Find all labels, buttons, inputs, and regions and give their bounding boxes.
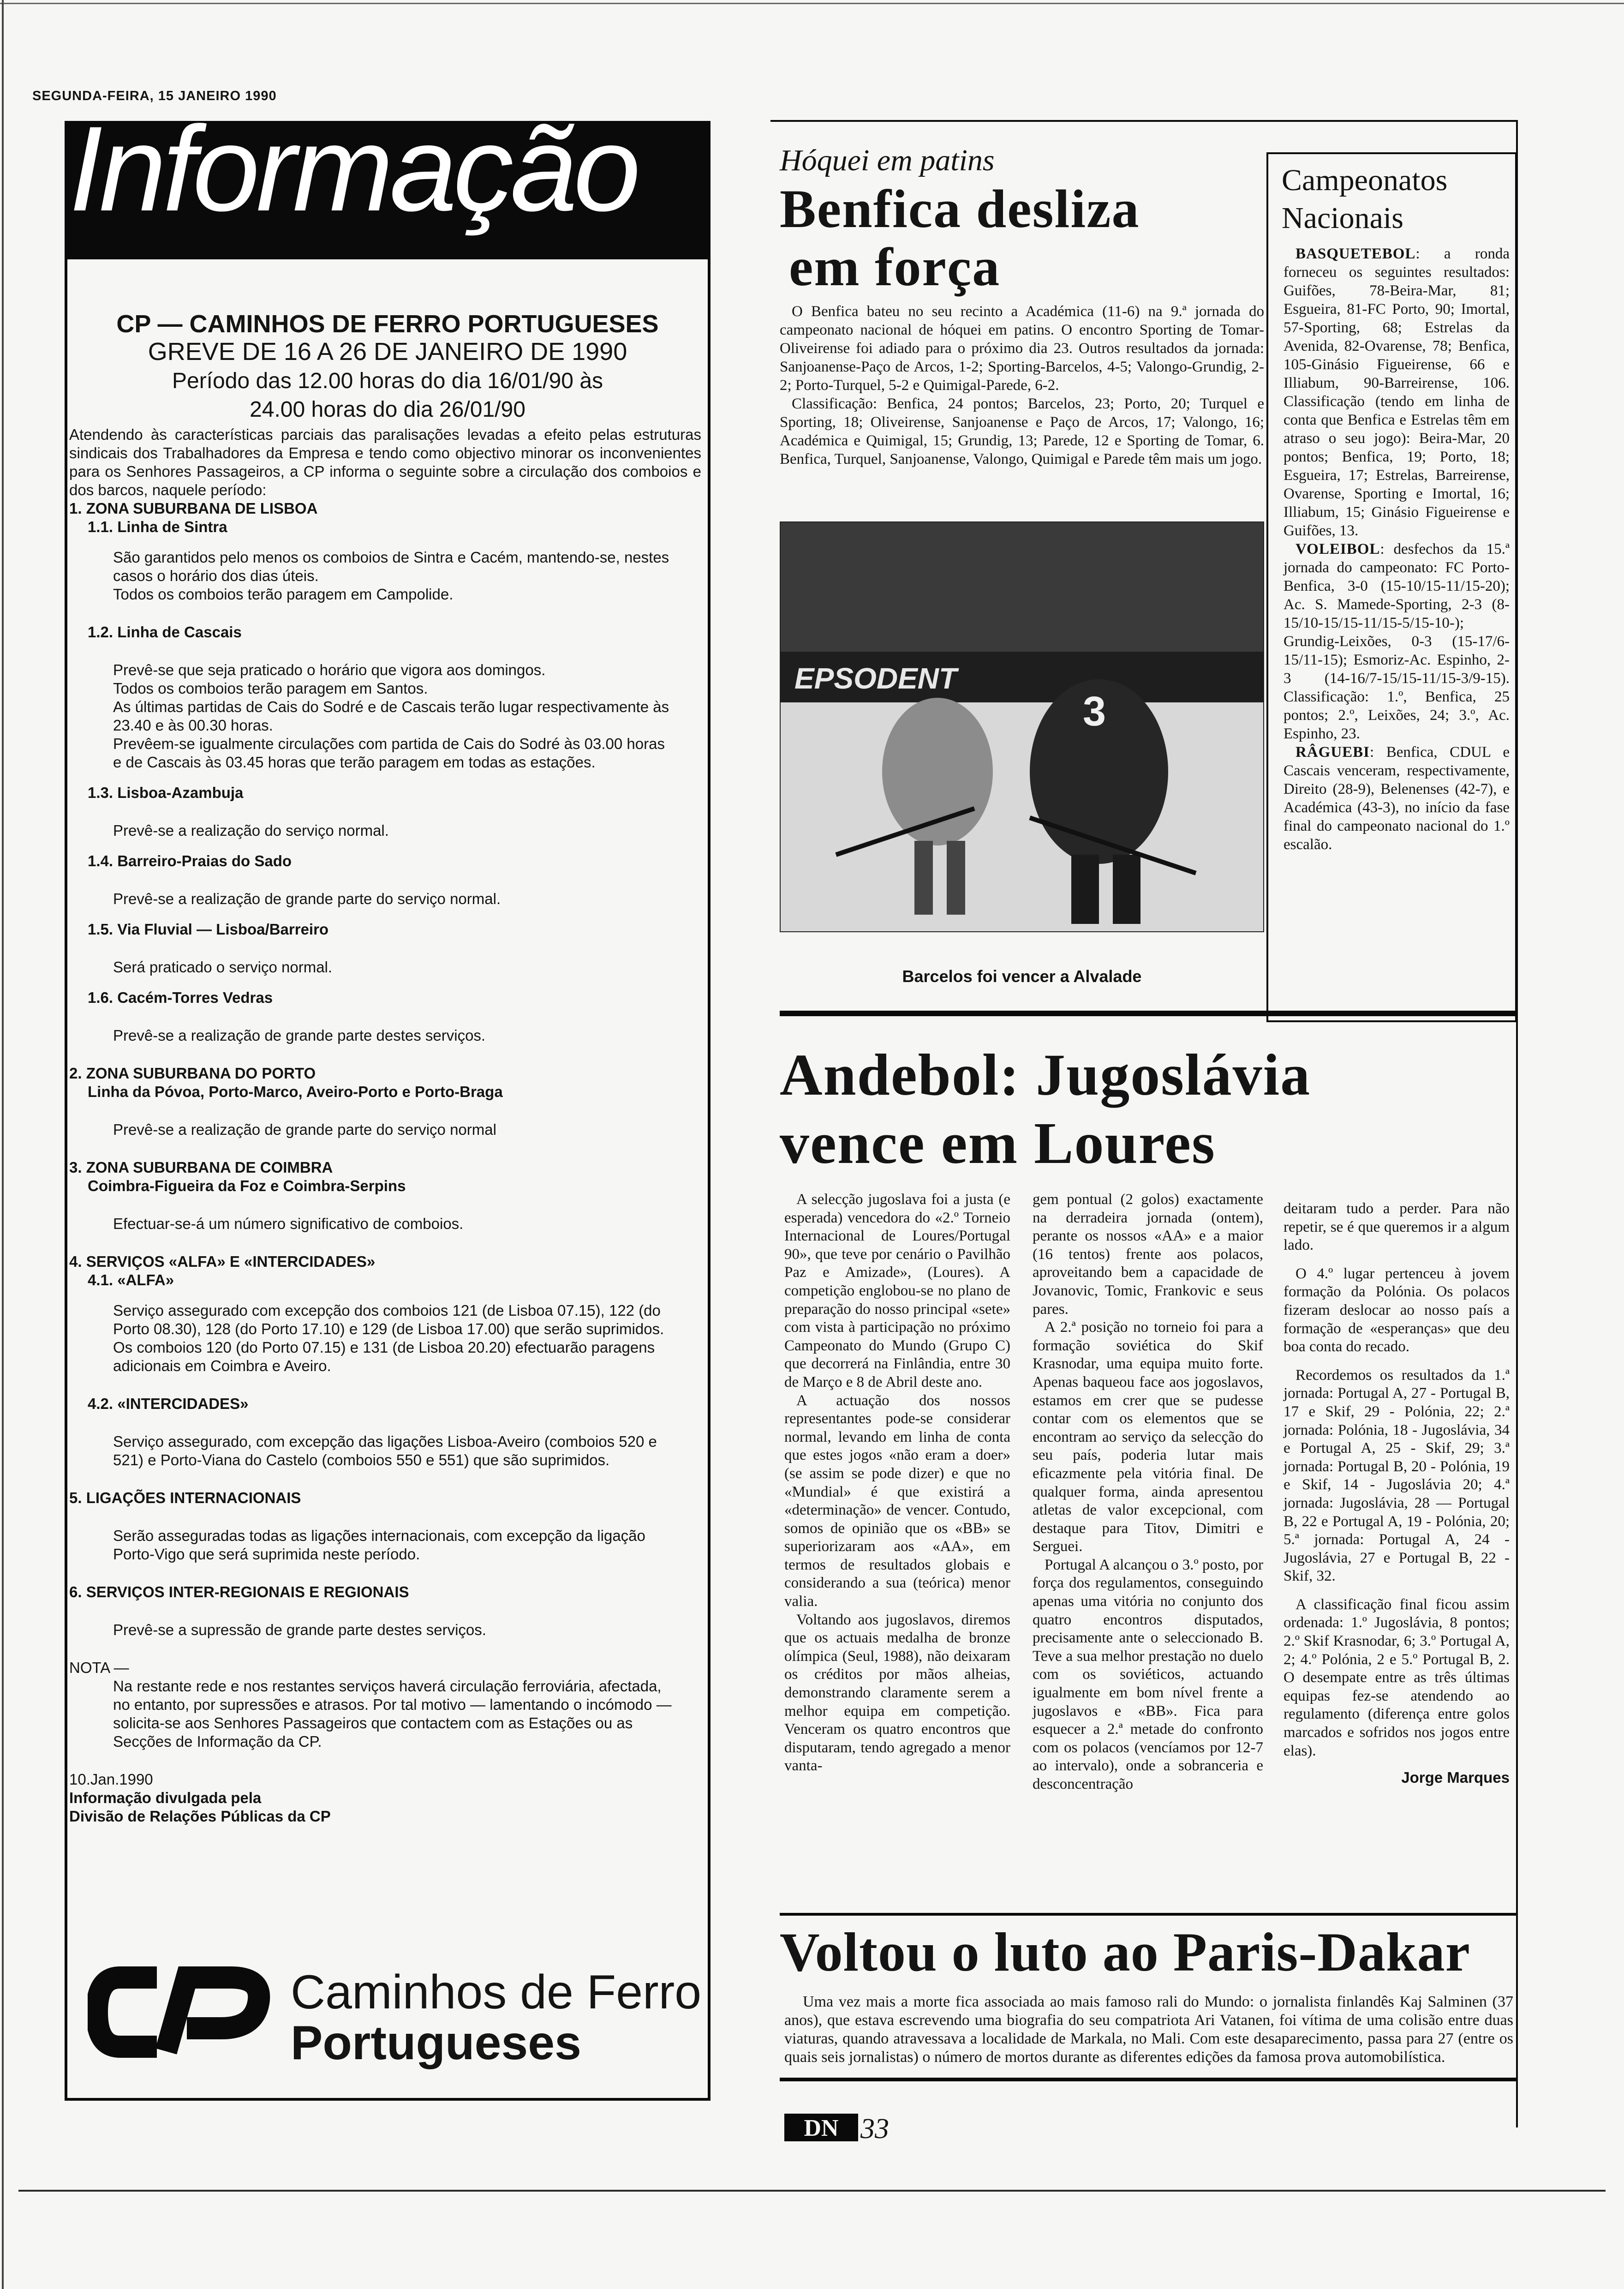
subsection-heading: 1.1. Linha de Sintra — [88, 518, 227, 535]
andebol-paragraph: Portugal A alcançou o 3.º posto, por força dos regulamentos, conseguindo apenas uma vitória no conjunto dos quatro encontros disputados, precisamente ante o seleccionado B. Teve a sua melhor prestação no duelo com os soviéticos, actuando igualmente em bom nível frente a jugoslavos e «BB». Fica para esquecer a 2.ª metade do confronto com os polacos (vencíamos por 12-7 ao intervalo), onde a sobranceria e desconcentração — [1033, 1556, 1264, 1792]
basquetebol-text: : a ronda forneceu os seguintes resultados: Guifões, 78-Beira-Mar, 81; Esgueira, 81-FC Porto, 90; Imortal, 57-Sporting, 68; Estrelas da Avenida, 82-Ovarense, 78; Benfica, 105-Ginásio Figueirense, 66 e Illiabum, 90-Barreirense, 106. Classificação (tendo em linha de conta que Benfica e Estrelas têm em atraso o seu jogo): Beira-Mar, 20 pontos; Benfica, 19; Porto, 18; Esgueira, 17; Estrelas, Barreirense, Ovarense, Sporting e Imortal, 16; Illiabum, 15; Ginásio Figueirense e Guifões, 13. — [1284, 246, 1510, 539]
section-paragraph: Prevê-se a realização de grande parte do serviço normal — [113, 1121, 496, 1138]
subsection-heading: Linha da Póvoa, Porto-Marco, Aveiro-Porto e Porto-Braga — [88, 1083, 503, 1100]
section-paragraph: Prevê-se a realização de grande parte do serviço normal. — [113, 890, 501, 907]
hoquei-article — [780, 302, 1264, 468]
nota-label: NOTA — — [69, 1659, 129, 1676]
page-bottom-line — [18, 2190, 1606, 2192]
notice-source-line1: Informação divulgada pela — [69, 1789, 262, 1806]
raguebi-label: RÂGUEBI — [1296, 744, 1370, 761]
dakar-headline: Voltou o luto ao Paris-Dakar — [780, 1921, 1470, 1983]
dn-logo-text: DN — [804, 2115, 839, 2141]
basquetebol-label: BASQUETEBOL — [1296, 246, 1416, 262]
andebol-headline-line2: vence em Loures — [780, 1110, 1216, 1176]
dakar-bottom-rule — [780, 2078, 1518, 2081]
subsection-heading: 4.1. «ALFA» — [88, 1271, 174, 1288]
andebol-paragraph: A classificação final ficou assim ordenada: 1.º Jugoslávia, 8 pontos; 2.º Skif Krasnodar, 6; 3.º Portugal A, 2; 4.º Polónia, 2 e 5.º Portugal B, 2. O desempate entre as três últimas equipas fez-se atendendo ao regulamento (diferença entre golos marcados e sofridos nos jogos entre elas). — [1284, 1596, 1510, 1759]
section-paragraph: Todos os comboios terão paragem em Campolide. — [113, 586, 454, 603]
hoquei-paragraph: Classificação: Benfica, 24 pontos; Barcelos, 23; Porto, 20; Turquel e Sporting, 18; Oliveirense, Sanjoanense e Paço de Arcos, 17; Valongo, 16; Académica e Quimigal, 15; Grundig, 13; Parede, 12 e Sporting de Tomar, 6. Benfica, Turquel, Sanjoanense, Valongo, Quimigal e Parede têm mais um jogo. — [780, 395, 1264, 467]
section-paragraph: As últimas partidas de Cais do Sodré e de Cascais terão lugar respectivamente às 23.40 e às 00.30 horas. — [113, 698, 669, 734]
section-heading: 2. ZONA SUBURBANA DO PORTO — [69, 1065, 316, 1082]
photo-jersey-number: 3 — [1083, 689, 1106, 735]
hoquei-headline-line2: em força — [789, 237, 1001, 297]
raguebi-text: : Benfica, CDUL e Cascais venceram, respectivamente, Direito (28-9), Belenenses (42-7), e Académica (43-3), no início da fase final do campeonato nacional do 1.º escalão. — [1284, 744, 1510, 853]
subsection-heading: 4.2. «INTERCIDADES» — [88, 1395, 249, 1412]
photo-caption: Barcelos foi vencer a Alvalade — [902, 967, 1142, 986]
cp-notice-body — [69, 425, 701, 1826]
info-header-title: Informação — [69, 101, 637, 236]
section-paragraph: Todos os comboios terão paragem em Santos. — [113, 680, 428, 697]
andebol-headline-line1: Andebol: Jugoslávia — [780, 1042, 1311, 1108]
dateline: SEGUNDA-FEIRA, 15 JANEIRO 1990 — [32, 89, 277, 103]
nota-paragraph: Na restante rede e nos restantes serviços haverá circulação ferroviária, afectada, no entanto, por supressões e atrasos. Por tal motivo — lamentando o incómodo — solicita-se aos Senhores Passageiros que contactem com as Estações ou as Secções de Informação da CP. — [113, 1678, 672, 1750]
andebol-paragraph: A selecção jugoslava foi a justa (e esperada) vencedora do «2.º Torneio Internacional de Loures/Portugal 90», que teve por cenário o Pavilhão Paz e Amizade», (Loures). A competição englobou-se no plano de preparação do nosso principal «sete» com vista à participação no próximo Campeonato do Mundo (Grupo C) que decorrerá na Finlândia, entre 30 de Março e 8 de Abril deste ano. — [784, 1191, 1010, 1390]
andebol-paragraph: gem pontual (2 golos) exactamente na derradeira jornada (ontem), perante os nossos «AA» e a maior (16 tentos) frente aos polacos, aproveitando bem a capacidade de Jovanovic, Tomic, Frankovic e seus pares. — [1033, 1191, 1263, 1318]
page-number: 33 — [860, 2113, 889, 2145]
dakar-article — [784, 1993, 1513, 2067]
cp-intro: Atendendo às características parciais das paralisações levadas a efeito pelas estruturas sindicais dos Trabalhadores da Empresa e tendo como objectivo minorar os inconvenientes para os Senhores Passageiros, a CP informa o seguinte sobre a circulação dos comboios e dos barcos, naquele período: — [69, 426, 701, 498]
subsection-heading: 1.3. Lisboa-Azambuja — [88, 784, 244, 801]
photo-ad-text: EPSODENT — [794, 662, 957, 695]
section-paragraph: Prevê-se a realização do serviço normal. — [113, 822, 389, 839]
section-paragraph: Serviço assegurado com excepção dos comboios 121 (de Lisboa 07.15), 122 (do Porto 08.30), 128 (do Porto 17.10) e 129 (de Lisboa 17.00) que serão suprimidos. — [113, 1302, 664, 1337]
andebol-headline — [780, 1041, 1311, 1177]
cp-logo-line1: Caminhos de Ferro — [291, 1965, 702, 2019]
cp-logo-line2: Portugueses — [291, 2016, 581, 2070]
andebol-paragraph: A 2.ª posição no torneio foi para a formação soviética do Skif Krasnodar, uma equipa muito forte. Apenas baqueou face aos jogoslavos, estamos em crer que se pudesse contar com os elementos que se encontram ao serviço da selecção do seu país, poderia lutar mais eficazmente pela vitória final. De qualquer forma, ainda apresentou atletas de valor excepcional, com destaque para Titov, Dimitri e Serguei. — [1033, 1319, 1263, 1555]
hoquei-kicker: Hóquei em patins — [780, 144, 995, 177]
section-heading: 4. SERVIÇOS «ALFA» E «INTERCIDADES» — [69, 1253, 376, 1270]
hockey-photo — [780, 521, 1264, 932]
raguebi-paragraph — [1284, 743, 1510, 854]
voleibol-text: : desfechos da 15.ª jornada do campeonato: FC Porto-Benfica, 3-0 (15-10/15-11/15-20); Ac. S. Mamede-Sporting, 2-3 (8-15/10-15/15-11/15-5/15-10-); Grundig-Leixões, 0-3 (15-17/6-15/11-15); Esmoriz-Ac. Espinho, 2-3 (14-16/7-15/15-11/15-3/9-15). Classificação: 1.º, Benfica, 25 pontos; 2.º, Leixões, 24; 3.º, Ac. Espinho, 23. — [1284, 541, 1510, 742]
cp-title: CP — CAMINHOS DE FERRO PORTUGUESES — [116, 310, 659, 338]
subsection-heading: 1.6. Cacém-Torres Vedras — [88, 989, 273, 1006]
campeonatos-title-line2: Nacionais — [1282, 201, 1403, 235]
dakar-paragraph: Uma vez mais a morte fica associada ao mais famoso rali do Mundo: o jornalista finlandês Kaj Salminen (37 anos), que estava escrevendo uma biografia do seu compatriota Ari Vatanen, foi vítima de uma colisão entre duas viaturas, quando atravessava a localidade de Markala, no Mali. Com este desaparecimento, passa para 27 (entre os quais seis jornalistas) o número de mortos durante as diferentes edições da famosa prova automobilística. — [784, 1993, 1513, 2066]
campeonatos-body — [1284, 245, 1510, 854]
notice-source-line2: Divisão de Relações Públicas da CP — [69, 1808, 331, 1825]
andebol-byline: Jorge Marques — [1401, 1769, 1510, 1786]
dakar-top-rule — [780, 1913, 1518, 1916]
cp-periodo-line2: 24.00 horas do dia 26/01/90 — [250, 397, 525, 422]
section-heading: 5. LIGAÇÕES INTERNACIONAIS — [69, 1489, 301, 1506]
section-heading: 3. ZONA SUBURBANA DE COIMBRA — [69, 1159, 333, 1176]
subsection-heading: Coimbra-Figueira da Foz e Coimbra-Serpins — [88, 1177, 406, 1194]
subsection-heading: 1.5. Via Fluvial — Lisboa/Barreiro — [88, 921, 329, 938]
basquetebol-paragraph — [1284, 245, 1510, 540]
section-paragraph: Efectuar-se-á um número significativo de comboios. — [113, 1215, 464, 1232]
hoquei-headline — [780, 180, 1140, 296]
section-heading: 6. SERVIÇOS INTER-REGIONAIS E REGIONAIS — [69, 1583, 409, 1600]
andebol-paragraph: A actuação dos nossos representantes pode-se considerar normal, levando em linha de conta que estes jogos «não eram a doer» (se assim se pode dizer) e que no «Mundial» é que existirá a «determinação» de vencer. Contudo, somos de opinião que os «BB» se superiorizaram aos «AA», em termos de resultados globais e considerando a sua (teórica) menor valia. — [784, 1392, 1010, 1610]
andebol-paragraph: Recordemos os resultados da 1.ª jornada: Portugal A, 27 - Portugal B, 17 e Skif, 29 - Polónia, 22; 2.ª jornada: Polónia, 18 - Jugoslávia, 34 e Portugal A, 25 - Skif, 29; 3.ª jornada: Portugal B, 20 - Polónia, 19 e Skif, 14 - Jugoslávia 20; 4.ª jornada: Jugoslávia, 28 — Portugal B, 22 e Portugal A, 19 - Polónia, 20; 5.ª jornada: Portugal A, 24 - Jugoslávia, 27 e Portugal B, 22 - Skif, 32. — [1284, 1366, 1510, 1585]
subsection-heading: 1.4. Barreiro-Praias do Sado — [88, 852, 292, 869]
voleibol-paragraph — [1284, 540, 1510, 743]
andebol-column-3 — [1284, 1200, 1510, 1787]
andebol-column-2 — [1033, 1191, 1263, 1794]
andebol-column-1 — [784, 1191, 1010, 1775]
andebol-paragraph: Voltando aos jugoslavos, diremos que os actuais medalha de bronze olímpica (Seul, 1988), não deixaram os créditos por mãos alheias, demonstrando claramente serem a melhor equipa em competição. Venceram os quatro encontros que disputaram, tendo agregado a menor vanta- — [784, 1611, 1010, 1774]
andebol-paragraph: O 4.º lugar pertenceu à jovem formação da Polónia. Os polacos fizeram deslocar ao nosso país a formação de «esperanças» que deu boa conta do recado. — [1284, 1265, 1510, 1355]
section-paragraph: Prevê-se que seja praticado o horário que vigora aos domingos. — [113, 661, 546, 678]
campeonatos-title-line1: Campeonatos — [1282, 163, 1448, 197]
cp-logo-name — [291, 1967, 701, 2068]
hoquei-paragraph: O Benfica bateu no seu recinto a Académica (11-6) na 9.ª jornada do campeonato nacional de hóquei em patins. O encontro Sporting de Tomar-Oliveirense foi adiado para o próximo dia 23. Outros resultados da jornada: Sanjoanense-Paço de Arcos, 1-2; Sporting-Barcelos, 4-5; Valongo-Grundig, 2-2; Porto-Turquel, 5-2 e Quimigal-Parede, 6-2. — [780, 303, 1264, 394]
subsection-heading: 1.2. Linha de Cascais — [88, 623, 242, 641]
section-paragraph: Os comboios 120 (do Porto 07.15) e 131 (de Lisboa 20.20) efectuarão paragens adicionais em Coimbra e Aveiro. — [113, 1339, 655, 1374]
page-edge-line — [0, 3, 1624, 4]
section-paragraph: Será praticado o serviço normal. — [113, 959, 333, 976]
section-paragraph: Serão asseguradas todas as ligações internacionais, com excepção da ligação Porto-Vigo que será suprimida neste período. — [113, 1527, 645, 1563]
dn-logo-icon — [784, 2114, 858, 2141]
section-heading: 1. ZONA SUBURBANA DE LISBOA — [69, 500, 318, 517]
cp-periodo-line1: Período das 12.00 horas do dia 16/01/90 às — [172, 369, 603, 393]
notice-date: 10.Jan.1990 — [69, 1771, 153, 1788]
voleibol-label: VOLEIBOL — [1296, 541, 1380, 557]
andebol-paragraph: deitaram tudo a perder. Para não repetir, se é que queremos ir a algum lado. — [1284, 1200, 1510, 1254]
page-edge-line-left — [2, 0, 4, 2289]
cp-periodo — [67, 367, 708, 424]
hoquei-headline-line1: Benfica desliza — [780, 179, 1140, 239]
section-paragraph: Prevê-se a realização de grande parte destes serviços. — [113, 1027, 486, 1044]
section-paragraph: Prevêem-se igualmente circulações com partida de Cais do Sodré às 03.00 horas e de Cascais às 03.45 horas que terão paragem em todas as estações. — [113, 735, 665, 771]
section-paragraph: Serviço assegurado, com excepção das ligações Lisboa-Aveiro (comboios 520 e 521) e Porto-Viana do Castelo (comboios 550 e 551) que são suprimidos. — [113, 1433, 657, 1468]
section-paragraph: São garantidos pelo menos os comboios de Sintra e Cacém, mantendo-se, nestes casos o horário dos dias úteis. — [113, 549, 669, 584]
section-paragraph: Prevê-se a supressão de grande parte destes serviços. — [113, 1621, 486, 1638]
cp-greve: GREVE DE 16 A 26 DE JANEIRO DE 1990 — [148, 338, 627, 366]
cp-logo-icon — [88, 1964, 272, 2061]
campeonatos-title — [1282, 162, 1447, 237]
